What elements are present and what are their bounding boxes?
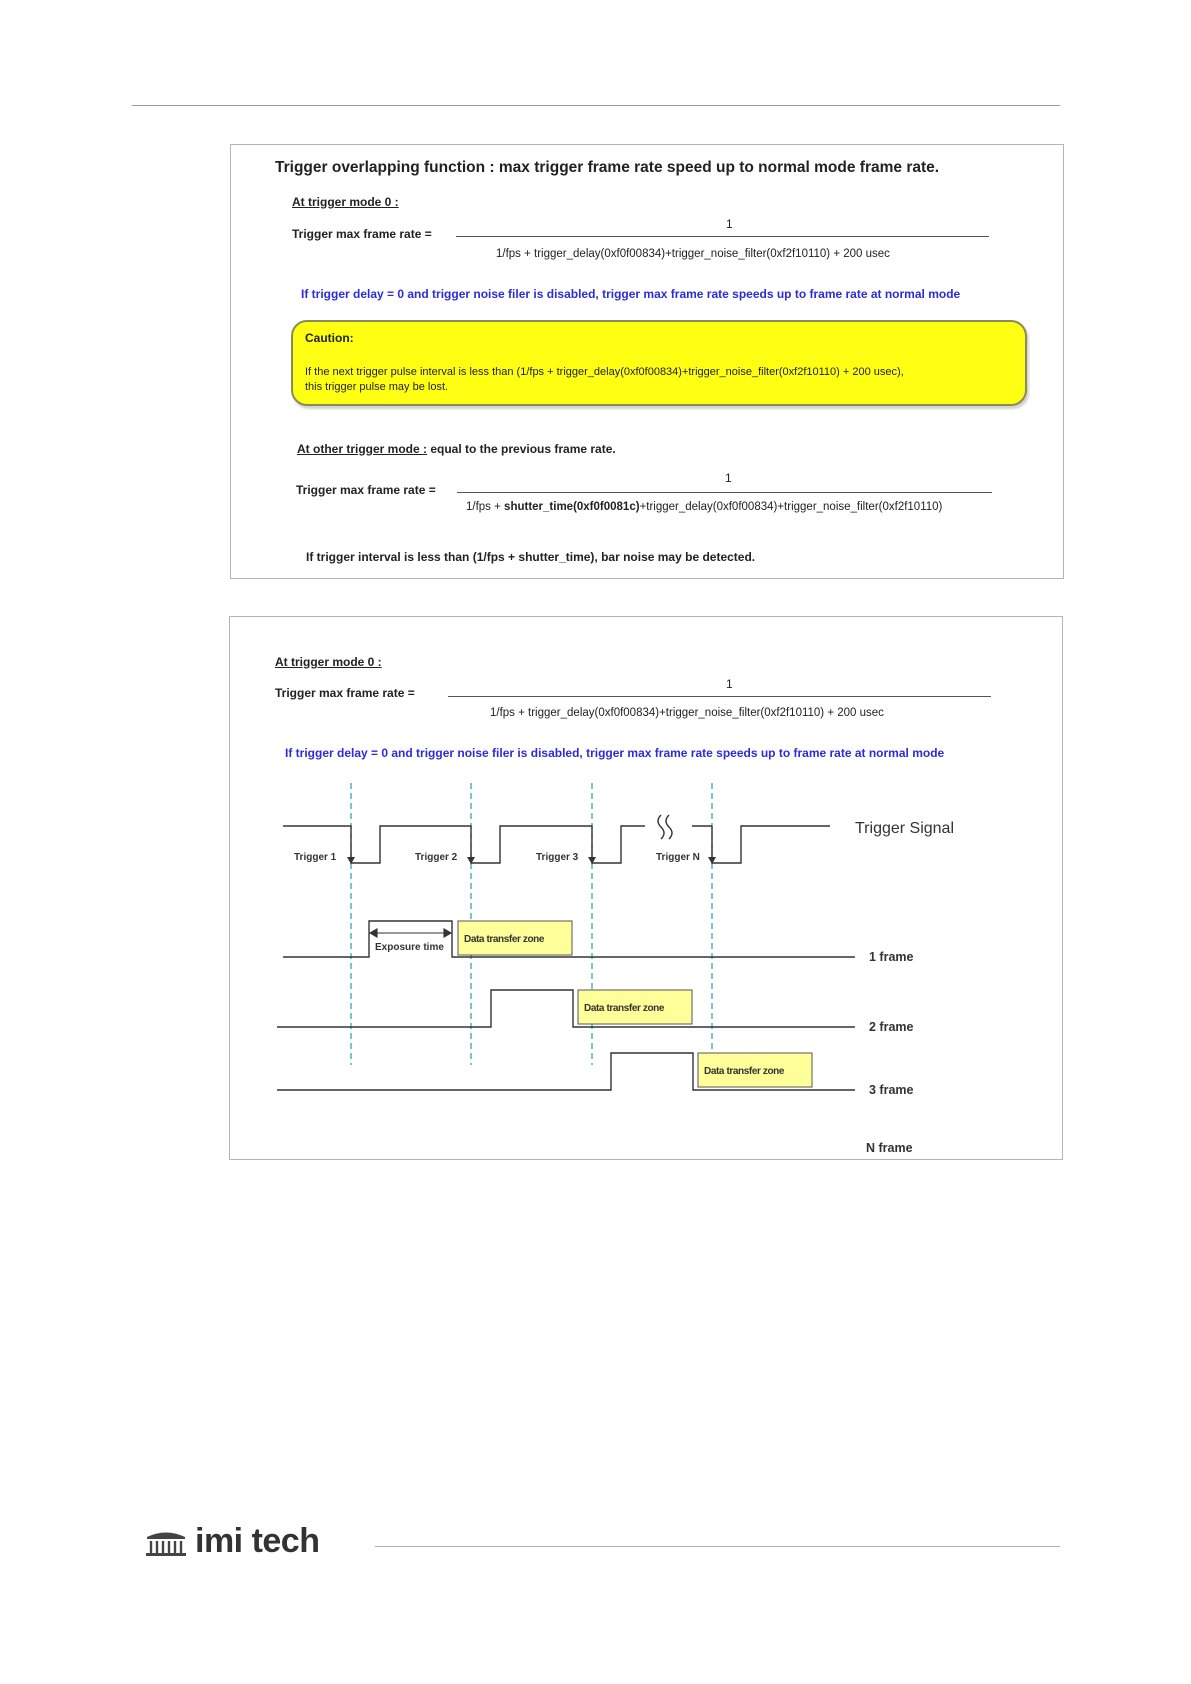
- caution-box: [291, 320, 1027, 406]
- footer-rule: [375, 1546, 1060, 1547]
- formula-label: Trigger max frame rate =: [292, 227, 432, 241]
- formula2-label: Trigger max frame rate =: [296, 483, 436, 497]
- formula-denominator-2: 1/fps + trigger_delay(0xf0f00834)+trigger_noise_filter(0xf2f10110) + 200 usec: [490, 707, 884, 719]
- caution-line-2: this trigger pulse may be lost.: [305, 381, 449, 393]
- caution-line-1: If the next trigger pulse interval is less than (1/fps + trigger_delay(0xf0f00834)+trigger_noise_filter(0xf2f10110) + 200 usec),: [305, 366, 904, 378]
- timing-diagram-panel: [229, 616, 1063, 1160]
- data-zone-2-label: Data transfer zone: [584, 1003, 665, 1014]
- trigger-label-2: Trigger 2: [415, 852, 458, 863]
- trigger-waveform-c: [712, 826, 830, 863]
- trigger-overlap-panel: [230, 144, 1064, 579]
- fraction2-bar: [457, 492, 992, 493]
- frame-label-3: 3 frame: [869, 1083, 914, 1097]
- formula-label-2: Trigger max frame rate =: [275, 686, 415, 700]
- formula-numerator: 1: [726, 217, 733, 231]
- exposure-arrow-right: [444, 929, 451, 937]
- data-zone-3-label: Data transfer zone: [704, 1066, 785, 1077]
- exposure-arrow-left: [370, 929, 377, 937]
- frame-label-2: 2 frame: [869, 1020, 914, 1034]
- trigger-signal-label: Trigger Signal: [855, 820, 955, 837]
- mode0-heading: At trigger mode 0 :: [292, 195, 399, 209]
- other-mode-heading: [297, 443, 616, 457]
- colonnade-icon: [144, 1530, 188, 1556]
- trigger-label-1: Trigger 1: [294, 852, 337, 863]
- frame2-line: [277, 990, 855, 1027]
- mode0-heading-2: At trigger mode 0 :: [275, 655, 382, 669]
- trigger-label-3: Trigger 3: [536, 852, 579, 863]
- header-rule: [132, 105, 1060, 106]
- signal-break-mark: [658, 815, 672, 839]
- denominator-fps: 1/fps +: [466, 501, 505, 513]
- trigger-label-n: Trigger N: [656, 852, 700, 863]
- panel-title: Trigger overlapping function : max trigger frame rate speed up to normal mode frame rate.: [275, 159, 940, 176]
- formula-denominator: 1/fps + trigger_delay(0xf0f00834)+trigger_noise_filter(0xf2f10110) + 200 usec: [496, 248, 890, 260]
- data-zone-1-label: Data transfer zone: [464, 934, 545, 945]
- fraction-bar: [456, 236, 989, 237]
- blue-note-2: If trigger delay = 0 and trigger noise filer is disabled, trigger max frame rate speeds up to frame rate at normal mode: [285, 746, 945, 760]
- exposure-time-label: Exposure time: [375, 942, 444, 953]
- formula2-denominator: [466, 501, 942, 514]
- blue-note: If trigger delay = 0 and trigger noise filer is disabled, trigger max frame rate speeds up to frame rate at normal mode: [301, 287, 961, 301]
- denominator-shutter: shutter_time(0xf0f0081c): [504, 501, 640, 513]
- bar-noise-note: If trigger interval is less than (1/fps + shutter_time), bar noise may be detected.: [306, 550, 756, 564]
- frame-label-1: 1 frame: [869, 950, 914, 964]
- other-mode-heading-underlined: At other trigger mode :: [297, 442, 428, 456]
- timing-diagram: [230, 617, 1060, 1157]
- formula-numerator-2: 1: [726, 677, 733, 691]
- company-logo-text: imi tech: [195, 1522, 320, 1560]
- denominator-rest: +trigger_delay(0xf0f00834)+trigger_noise_filter(0xf2f10110): [639, 501, 943, 513]
- formula2-numerator: 1: [725, 471, 732, 485]
- other-mode-heading-rest: equal to the previous frame rate.: [427, 442, 616, 456]
- caution-title: Caution:: [305, 331, 354, 345]
- frame-label-n: N frame: [866, 1141, 913, 1155]
